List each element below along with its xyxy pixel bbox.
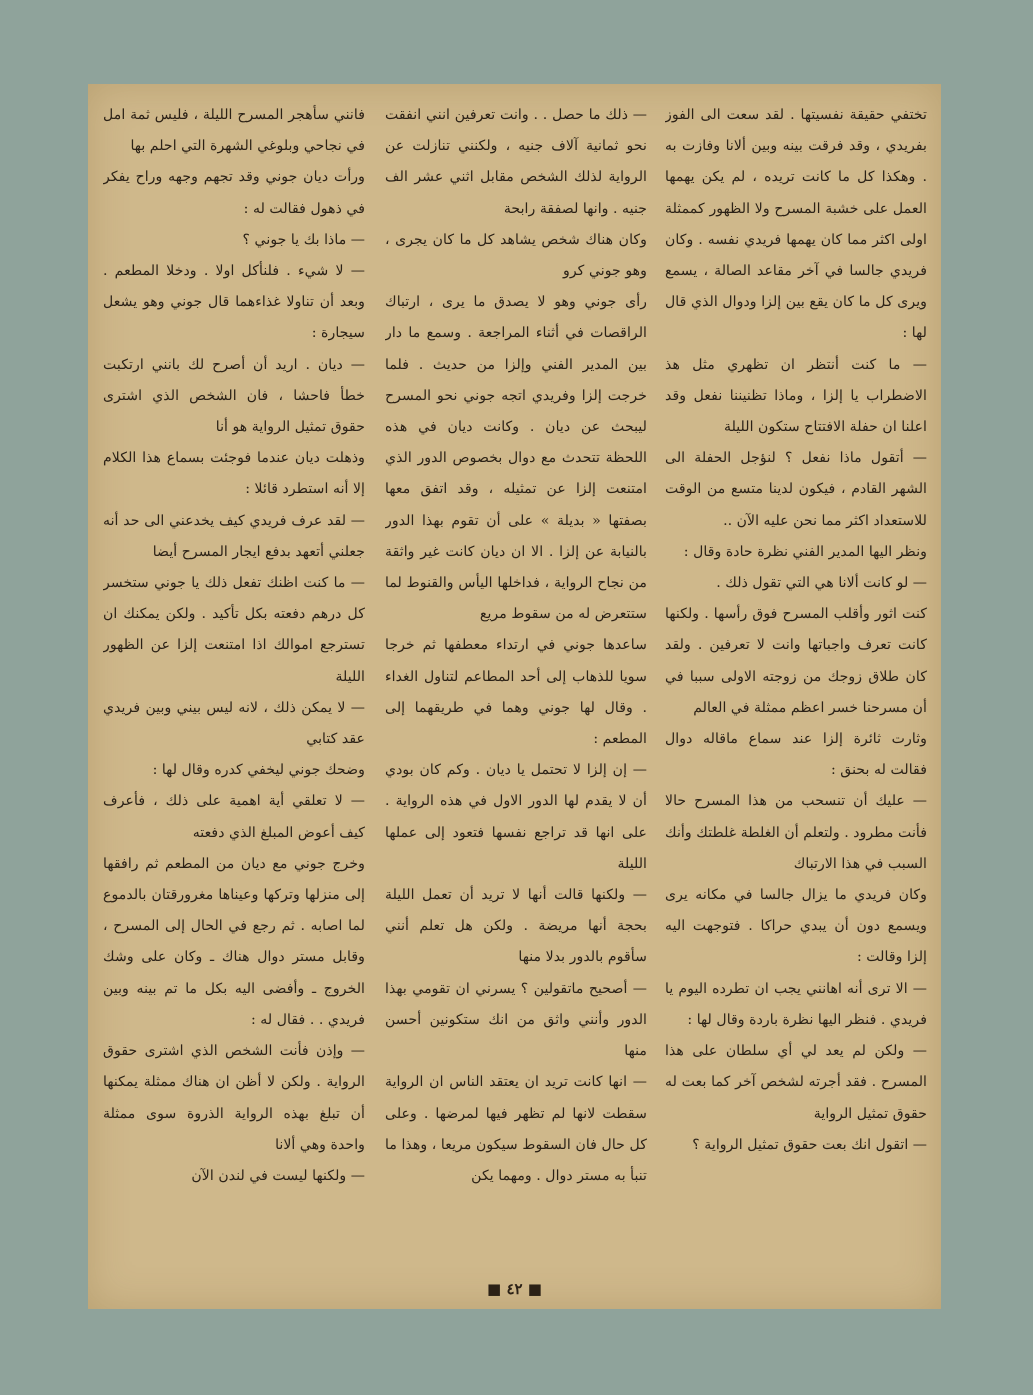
page-number: ■ ٤٢ ■ <box>487 1280 542 1298</box>
paragraph: — اتقول انك بعت حقوق تمثيل الرواية ؟ <box>692 1136 927 1153</box>
paragraph: — ذلك ما حصل . . وانت تعرفين انني انفقت نحو ثمانية آلاف جنيه ، ولكنني تنازلت عن الرواية لذلك الشخص مقابل اثني عشر الف جنيه . وانها لصفقة رابحة <box>385 107 647 217</box>
paragraph: — أتقول ماذا نفعل ؟ لنؤجل الحفلة الى الشهر القادم ، فيكون لدينا متسع من الوقت للاستعداد اكثر مما نحن عليه الآن .. <box>665 450 927 529</box>
text-column-right <box>665 100 927 1280</box>
paragraph: — ولكنها قالت أنها لا تريد أن تعمل الليلة بحجة أنها مريضة . ولكن هل تعلم أنني سأقوم بالدور بدلا منها <box>385 887 647 966</box>
paragraph: — ولكنها ليست في لندن الآن <box>191 1167 365 1184</box>
paragraph: — عليك أن تنسحب من هذا المسرح حالا فأنت مطرود . ولتعلم أن الغلطة غلطتك وأنك السبب في هذا الارتباك <box>665 793 927 872</box>
paragraph: ونظر اليها المدير الفني نظرة حادة وقال : <box>683 543 927 560</box>
paragraph: — ما كنت اظنك تفعل ذلك يا جوني ستخسر كل درهم دفعته بكل تأكيد . ولكن يمكنك ان تسترجع اموالك اذا امتنعت إلزا عن الظهور الليلة <box>103 575 365 685</box>
paragraph: وذهلت ديان عندما فوجئت بسماع هذا الكلام إلا أنه استطرد قائلا : <box>103 450 365 498</box>
magazine-page <box>88 84 941 1309</box>
paragraph: وثارت ثائرة إلزا عند سماع ماقاله دوال فقالت له بحنق : <box>665 731 927 779</box>
paragraph: وضحك جوني ليخفي كدره وقال لها : <box>152 762 365 779</box>
paragraph: — لا شيء . فلنأكل اولا . ودخلا المطعم . وبعد أن تناولا غذاءهما قال جوني وهو يشعل سيجارة : <box>103 263 365 342</box>
paragraph: — الا ترى أنه اهانني يجب ان تطرده اليوم يا فريدي . فنظر اليها نظرة باردة وقال لها : <box>665 980 927 1028</box>
paragraph: — لقد عرف فريدي كيف يخدعني الى حد أنه جعلني أتعهد بدفع ايجار المسرح أيضا <box>103 512 365 560</box>
paragraph: — ما كنت أنتظر ان تظهري مثل هذ الاضطراب يا إلزا ، وماذا تظنيننا نفعل وقد اعلنا ان حفلة الافتتاح ستكون الليلة <box>665 356 927 436</box>
paragraph: رأى جوني وهو لا يصدق ما يرى ، ارتباك الراقصات في أثناء المراجعة . وسمع ما دار بين المدير الفني وإلزا من حديث . فلما خرجت إلزا وفريدي اتجه جوني نحو المسرح ليبحث عن ديان . وكانت ديان في هذه اللحظة تتحدث مع دوال بخصوص الدور الذي امتنعت إلزا عن تمثيله ، وقد اتفق معها بصفتها « بديلة » على أن تقوم بهذا الدور بالنيابة عن إلزا . الا ان ديان كانت غير واثقة من نجاح الرواية ، فداخلها اليأس والقنوط لما ستتعرض له من سقوط مريع <box>385 294 647 623</box>
paragraph: وكان فريدي ما يزال جالسا في مكانه يرى ويسمع دون أن يبدي حراكا . فتوجهت اليه إلزا وقالت : <box>665 887 927 966</box>
paragraph: وكان هناك شخص يشاهد كل ما كان يجرى ، وهو جوني كرو <box>385 231 647 280</box>
paragraph: — لو كانت ألانا هي التي تقول ذلك . <box>716 575 927 592</box>
paragraph: — ديان . اريد أن أصرح لك بانني ارتكبت خطأ فاحشا ، فان الشخص الذي اشترى حقوق تمثيل الرواية هو أنا <box>103 356 365 436</box>
paragraph: ورأت ديان جوني وقد تجهم وجهه وراح يفكر في ذهول فقالت له : <box>103 169 365 217</box>
paragraph: — ولكن لم يعد لي أي سلطان على هذا المسرح . فقد أجرته لشخص آخر كما بعت له حقوق تمثيل الرواية <box>665 1043 927 1122</box>
paragraph: فانني سأهجر المسرح الليلة ، فليس ثمة امل في نجاحي وبلوغي الشهرة التي احلم بها <box>103 107 365 155</box>
text-column-left <box>103 100 365 1280</box>
paragraph: كنت اثور وأقلب المسرح فوق رأسها . ولكنها كانت تعرف واجباتها وانت لا تعرفين . ولقد كان طلاق زوجك من زوجته الاولى سببا في أن مسرحنا خسر اعظم ممثلة في العالم <box>665 606 927 716</box>
paragraph: وخرج جوني مع ديان من المطعم ثم رافقها إلى منزلها وتركها وعيناها مغرورقتان بالدموع لما اصابه . ثم رجع في الحال إلى المسرح ، وقابل مستر دوال هناك ـ وكان على وشك الخروج ـ وأفضى اليه بكل ما تم بينه وبين فريدي . . فقال له : <box>103 855 365 1028</box>
text-column-middle <box>385 100 647 1280</box>
paragraph: تختفي حقيقة نفسيتها . لقد سعت الى الفوز بفريدي ، وقد فرقت بينه وبين ألانا وفازت به . وهكذا كل ما كانت تريده ، لم يكن يهمها العمل على خشبة المسرح ولا الظهور كممثلة اولى اكثر مما كان يهمها فريدي نفسه . وكان فريدي جالسا في آخر مقاعد الصالة ، يسمع ويرى كل ما كان يقع بين إلزا ودوال الذي قال لها : <box>665 107 927 342</box>
paragraph: — إن إلزا لا تحتمل يا ديان . وكم كان بودي أن لا يقدم لها الدور الاول في هذه الرواية . على انها قد تراجع نفسها فتعود إلى عملها الليلة <box>385 762 647 872</box>
paragraph: — ماذا بك يا جوني ؟ <box>242 231 365 248</box>
paragraph: — أصحيح ماتقولين ؟ يسرني ان تقومي بهذا الدور وأنني واثق من انك ستكونين أحسن منها <box>385 980 647 1060</box>
paragraph: — لا تعلقي أية اهمية على ذلك ، فأعرف كيف أعوض المبلغ الذي دفعته <box>103 793 365 841</box>
paragraph: — لا يمكن ذلك ، لانه ليس بيني وبين فريدي عقد كتابي <box>103 699 365 748</box>
paragraph: — وإذن فأنت الشخص الذي اشترى حقوق الرواية . ولكن لا أظن ان هناك ممثلة يمكنها أن تبلغ بهذه الرواية الذروة سوى ممثلة واحدة وهي ألانا <box>103 1043 365 1153</box>
paragraph: — انها كانت تريد ان يعتقد الناس ان الرواية سقطت لانها لم تظهر فيها لمرضها . وعلى كل حال فان السقوط سيكون مريعا ، وهذا ما تنبأ به مستر دوال . ومهما يكن <box>385 1074 647 1184</box>
paragraph: ساعدها جوني في ارتداء معطفها ثم خرجا سويا للذهاب إلى أحد المطاعم لتناول الغداء . وقال لها جوني وهما في طريقهما إلى المطعم : <box>385 637 647 748</box>
